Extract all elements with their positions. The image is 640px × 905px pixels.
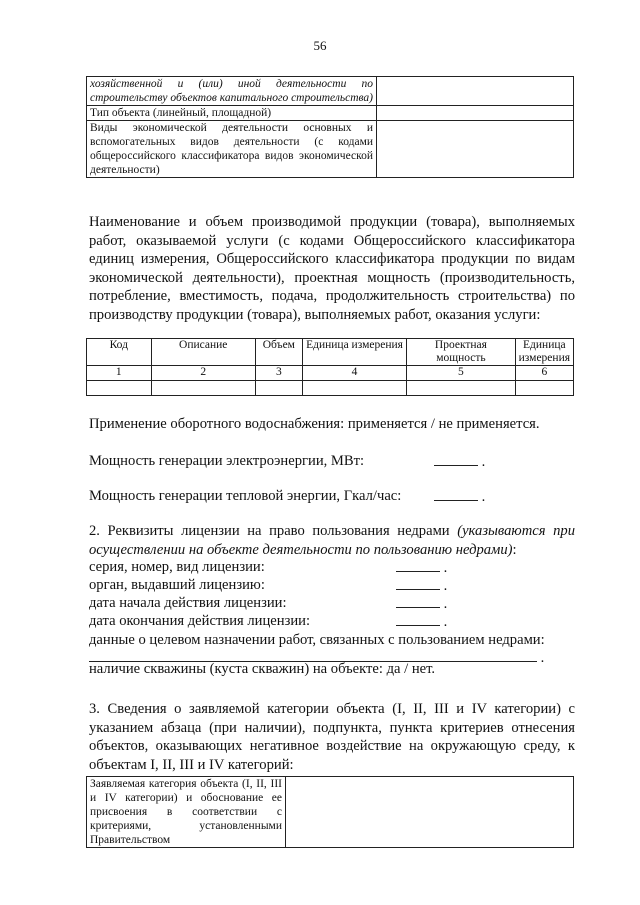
license-end-label: дата окончания действия лицензии:: [89, 613, 311, 629]
license-issuer-field[interactable]: .: [396, 576, 447, 596]
empty-cell[interactable]: [302, 381, 406, 396]
empty-cell[interactable]: [151, 381, 255, 396]
object-type-value-cell[interactable]: [377, 106, 574, 121]
col-number: 4: [302, 366, 406, 381]
work-purpose-field[interactable]: .: [89, 648, 575, 662]
thermal-power-field[interactable]: .: [434, 487, 485, 507]
col-number: 6: [515, 366, 573, 381]
object-info-table: [86, 76, 574, 178]
economic-activity-value-cell[interactable]: [377, 121, 574, 178]
col-number: 5: [407, 366, 515, 381]
empty-cell[interactable]: [515, 381, 573, 396]
thermal-power-label: Мощность генерации тепловой энергии, Гкал/час:: [89, 488, 402, 504]
col-header-volume: Объем: [255, 339, 302, 366]
col-header-description: Описание: [151, 339, 255, 366]
col-number: 3: [255, 366, 302, 381]
wells-line: наличие скважины (куста скважин) на объекте: да / нет.: [89, 661, 436, 677]
work-purpose-line: данные о целевом назначении работ, связанных с пользованием недрами:: [89, 632, 545, 648]
section2-heading-text: 2. Реквизиты лицензии на право пользования недрами: [89, 523, 458, 539]
electric-power-label: Мощность генерации электроэнергии, МВт:: [89, 453, 365, 469]
col-number: 2: [151, 366, 255, 381]
empty-cell[interactable]: [87, 381, 152, 396]
section3-paragraph: 3. Сведения о заявляемой категории объекта (I, II, III и IV категории) с указанием абзаца (при наличии), подпункта, пункта критериев отнесения объектов, оказывающих негативное воздействие на окружающую среду, к объектам I, II, III и IV категорий:: [89, 701, 575, 773]
col-header-capacity-unit: Единица измерения: [515, 339, 573, 366]
col-header-code: Код: [87, 339, 152, 366]
electric-power-line: [89, 452, 575, 471]
empty-cell[interactable]: [407, 381, 515, 396]
category-value-cell[interactable]: [286, 777, 574, 848]
license-issuer-label: орган, выдавший лицензию:: [89, 577, 265, 593]
electric-power-field[interactable]: .: [434, 452, 485, 472]
object-type-label-cell: Тип объекта (линейный, площадной): [87, 106, 377, 121]
products-paragraph: Наименование и объем производимой продукции (товара), выполняемых работ, оказываемой услуги (с кодами Общероссийского классификатора единиц измерения, Общероссийского классификатора продукции по видам экономической деятельности), проектная мощность (производительность, потребление, вместимость, подача, продолжительность строительства) по производству продукции (товара), выполняемых работ, оказания услуги:: [89, 214, 575, 323]
activity-label-cell: хозяйственной и (или) иной деятельности по строительству объектов капитального строительства): [87, 77, 377, 106]
section2-heading-colon: :: [512, 541, 517, 558]
license-start-field[interactable]: .: [396, 594, 447, 614]
economic-activity-label-cell: Виды экономической деятельности основных и вспомогательных видов деятельности (с кодами общероссийского классификатора видов экономической деятельности): [87, 121, 377, 178]
section2-heading-note: (указываются при осуществлении на объекте деятельности по пользованию недрами): [89, 523, 575, 558]
col-number: 1: [87, 366, 152, 381]
license-series-field[interactable]: .: [396, 558, 447, 578]
license-end-line: [89, 612, 575, 631]
category-label-cell: Заявляемая категория объекта (I, II, III и IV категории) и обоснование ее присвоения в соответствии с критериями, установленными Правительством: [87, 777, 286, 848]
category-table: [86, 776, 574, 848]
license-start-line: [89, 594, 575, 613]
license-series-line: [89, 558, 575, 577]
page-number: 56: [313, 38, 327, 53]
thermal-power-line: [89, 487, 575, 506]
empty-cell[interactable]: [255, 381, 302, 396]
license-start-label: дата начала действия лицензии:: [89, 595, 287, 611]
water-supply-line: Применение оборотного водоснабжения: применяется / не применяется.: [89, 416, 540, 432]
col-header-unit: Единица измерения: [302, 339, 406, 366]
license-series-label: серия, номер, вид лицензии:: [89, 559, 265, 575]
section2-heading: [89, 522, 575, 559]
products-table: [86, 338, 574, 396]
license-end-field[interactable]: .: [396, 612, 447, 632]
license-issuer-line: [89, 576, 575, 595]
col-header-design-capacity: Проектная мощность: [407, 339, 515, 366]
activity-value-cell[interactable]: [377, 77, 574, 106]
